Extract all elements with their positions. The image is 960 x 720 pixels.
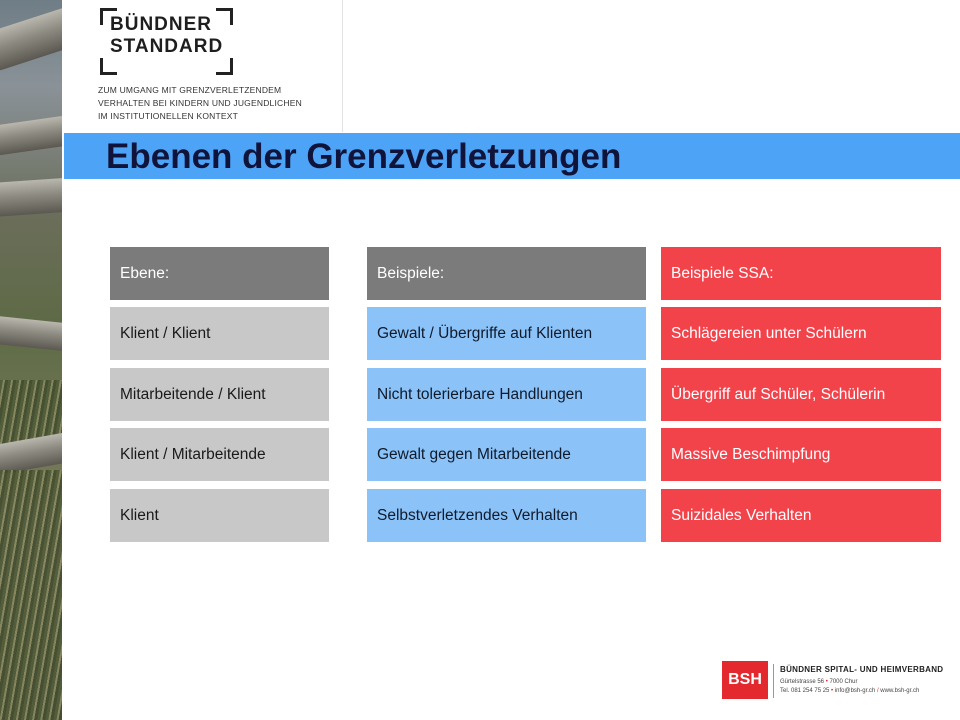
table-cell: Gewalt gegen Mitarbeitende	[367, 428, 646, 481]
email-link[interactable]: info@bsh-gr.ch	[834, 688, 876, 694]
table-cell: Schlägereien unter Schülern	[661, 307, 941, 360]
web-link[interactable]: www.bsh-gr.ch	[880, 688, 920, 694]
buendner-standard-logo	[86, 0, 343, 132]
table-cell: Klient / Mitarbeitende	[110, 428, 329, 481]
table-cell: Mitarbeitende / Klient	[110, 368, 329, 421]
bsh-logo-mark: BSH	[722, 661, 768, 699]
logo-title: BÜNDNER STANDARD	[110, 14, 224, 57]
org-address: Gürtelstrasse 56 • 7000 Chur Tel. 081 254 75 25 • info@bsh-gr.ch / www.bsh-gr.ch	[780, 679, 920, 694]
table-cell: Klient	[110, 489, 329, 542]
table-cell: Nicht tolerierbare Handlungen	[367, 368, 646, 421]
header-ebene: Ebene:	[110, 247, 329, 300]
header-beispiele-ssa: Beispiele SSA:	[661, 247, 941, 300]
background-photo-strip	[0, 0, 62, 720]
table-cell: Klient / Klient	[110, 307, 329, 360]
table-cell: Gewalt / Übergriffe auf Klienten	[367, 307, 646, 360]
footer-divider	[773, 664, 774, 698]
table-cell: Massive Beschimpfung	[661, 428, 941, 481]
table-cell: Selbstverletzendes Verhalten	[367, 489, 646, 542]
table-cell: Suizidales Verhalten	[661, 489, 941, 542]
org-name: BÜNDNER SPITAL- UND HEIMVERBAND	[780, 665, 944, 674]
page-title: Ebenen der Grenzverletzungen	[106, 137, 622, 176]
table-cell: Übergriff auf Schüler, Schülerin	[661, 368, 941, 421]
header-beispiele: Beispiele:	[367, 247, 646, 300]
logo-subtitle: ZUM UMGANG MIT GRENZVERLETZENDEM VERHALTEN BEI KINDERN UND JUGENDLICHEN IM INSTITUTIONELLEN KONTEXT	[98, 85, 302, 121]
